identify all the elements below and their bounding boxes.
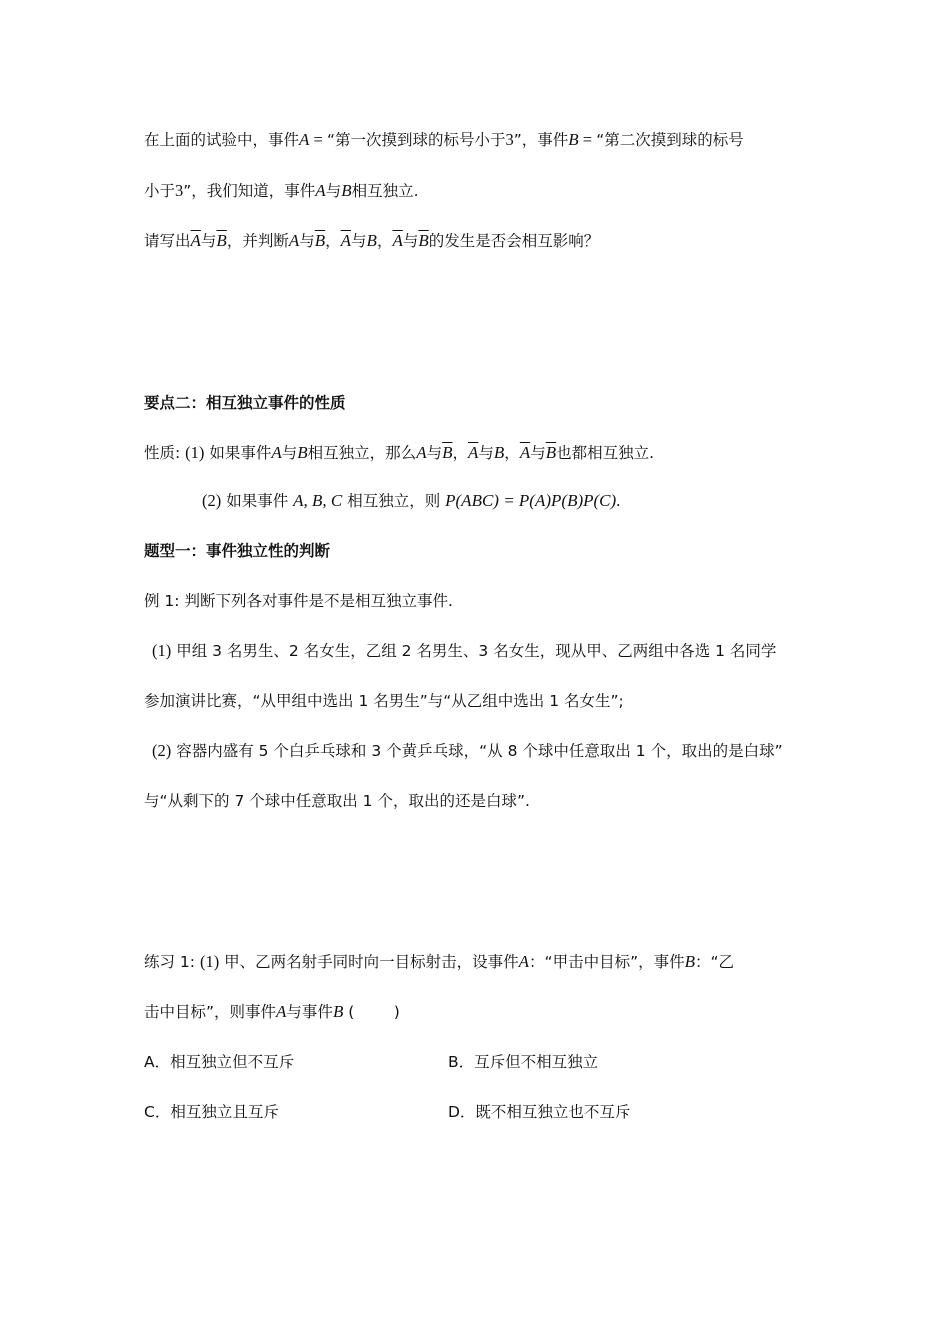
var-b: B <box>297 443 308 462</box>
choice-d: D．既不相互独立也不互斥 <box>448 1103 631 1121</box>
var-b-bar: $\overline{B}$ <box>545 443 557 462</box>
var-b: B <box>341 181 352 200</box>
text: 与 <box>530 444 546 462</box>
var-a-bar: $\overline{A}$ <box>392 231 403 250</box>
var-a: A <box>276 1002 287 1021</box>
question-1-line-2: 参加演讲比赛，“从甲组中选出 1 名男生”与“从乙组中选出 1 名女生”; <box>144 692 624 710</box>
var-b: B <box>332 1002 344 1021</box>
text: 相互独立，那么 <box>307 444 417 462</box>
var-a: A <box>299 130 310 149</box>
comma: ， <box>452 444 468 462</box>
var-b-bar: $\overline{B}$ <box>314 231 326 250</box>
intro-question <box>144 229 599 253</box>
comma: ， <box>376 232 393 250</box>
var-a-bar: $\overline{A}$ <box>468 443 479 462</box>
var-a-bar: $\overline{A}$ <box>519 443 531 462</box>
var-b-bar: $\overline{B}$ <box>442 443 453 462</box>
var-a: A <box>288 231 300 250</box>
text: 相互独立，则 <box>347 492 441 510</box>
vars-abc: A, B, C <box>293 491 343 510</box>
var-b: B <box>366 231 377 250</box>
var-a: A <box>518 952 530 971</box>
text: 与 <box>200 232 217 250</box>
choice-a: A．相互独立但不互斥 <box>144 1053 295 1071</box>
var-a-bar: $\overline{A}$ <box>340 231 352 250</box>
number: (2) <box>152 741 172 760</box>
text: ”，事件 <box>513 131 569 149</box>
text: 请写出 <box>144 232 191 250</box>
equals: = <box>578 130 597 149</box>
formula: P(ABC) = P(A)P(B)P(C) <box>445 491 617 510</box>
text: 如果事件 <box>226 492 289 510</box>
text: 与 <box>325 182 342 200</box>
var-a: A <box>271 443 282 462</box>
text: “第一次摸到球的标号小于 <box>326 131 506 149</box>
var-a-bar: $\overline{A}$ <box>190 231 201 250</box>
text: 与 <box>351 232 367 250</box>
answer-blank: ( ) <box>348 1003 400 1021</box>
number-3: 3 <box>175 181 184 200</box>
text: 判断下列各对事件是不是相互独立事件. <box>184 592 453 610</box>
var-b: B <box>493 443 505 462</box>
text: ：“甲击中目标”，事件 <box>529 953 685 971</box>
text: 甲组 3 名男生、2 名女生，乙组 2 名男生、3 名女生，现从甲、乙两组中各选 1 名同学 <box>176 642 777 660</box>
question-2-line-1 <box>152 739 783 763</box>
text: 小于 <box>144 182 176 200</box>
comma: ， <box>504 444 520 462</box>
var-b: B <box>684 952 695 971</box>
property-2 <box>202 489 620 513</box>
practice-line-2 <box>144 1000 400 1024</box>
text: 甲、乙两名射手同时向一目标射击，设事件 <box>224 953 519 971</box>
section-title: 要点二：相互独立事件的性质 <box>144 394 346 412</box>
var-a: A <box>315 181 326 200</box>
text: 与 <box>299 232 315 250</box>
choice-c: C．相互独立且互斥 <box>144 1103 279 1121</box>
number: (2) <box>202 491 222 510</box>
text: 与 <box>402 232 419 250</box>
text: 练习 1: <box>144 953 196 971</box>
question-2-line-2: 与“从剩下的 7 个球中任意取出 1 个，取出的还是白球”. <box>144 792 530 810</box>
text: 容器内盛有 5 个白乒乓球和 3 个黄乒乓球，“从 8 个球中任意取出 1 个，取出的是白球” <box>176 742 783 760</box>
number: (1) <box>199 952 220 971</box>
var-b-bar: $\overline{B}$ <box>418 231 429 250</box>
text: 也都相互独立. <box>556 444 655 462</box>
number: (1) <box>185 443 205 462</box>
text: “第二次摸到球的标号 <box>596 131 744 149</box>
practice-line-1 <box>144 950 734 974</box>
question-1-line-1 <box>152 639 776 663</box>
text: 与 <box>478 444 494 462</box>
equals: = <box>309 130 327 149</box>
intro-line-1 <box>144 128 744 152</box>
var-a: A <box>416 443 427 462</box>
text: 的发生是否会相互影响？ <box>428 232 600 250</box>
comma: ， <box>325 232 341 250</box>
text: 性质: <box>144 444 181 462</box>
var-b-bar: $\overline{B}$ <box>216 231 227 250</box>
text: ：“乙 <box>695 953 735 971</box>
text: 在上面的试验中，事件 <box>144 131 300 149</box>
text: 与 <box>426 444 443 462</box>
text: 如果事件 <box>209 444 272 462</box>
choice-b: B．互斥但不相互独立 <box>448 1053 599 1071</box>
text: 例 1: <box>144 592 180 610</box>
text: 相互独立. <box>351 182 419 200</box>
example-1 <box>144 589 453 613</box>
intro-line-2 <box>144 179 419 203</box>
var-b: B <box>568 130 579 149</box>
property-1 <box>144 441 654 465</box>
text: ，并判断 <box>226 232 289 250</box>
text: ”，我们知道，事件 <box>183 182 316 200</box>
text: 与 <box>281 444 298 462</box>
period: . <box>616 491 621 510</box>
number-3: 3 <box>505 130 514 149</box>
text: 击中目标”，则事件 <box>144 1003 277 1021</box>
type-title: 题型一：事件独立性的判断 <box>144 542 331 560</box>
number: (1) <box>152 641 172 660</box>
text: 与事件 <box>286 1003 333 1021</box>
